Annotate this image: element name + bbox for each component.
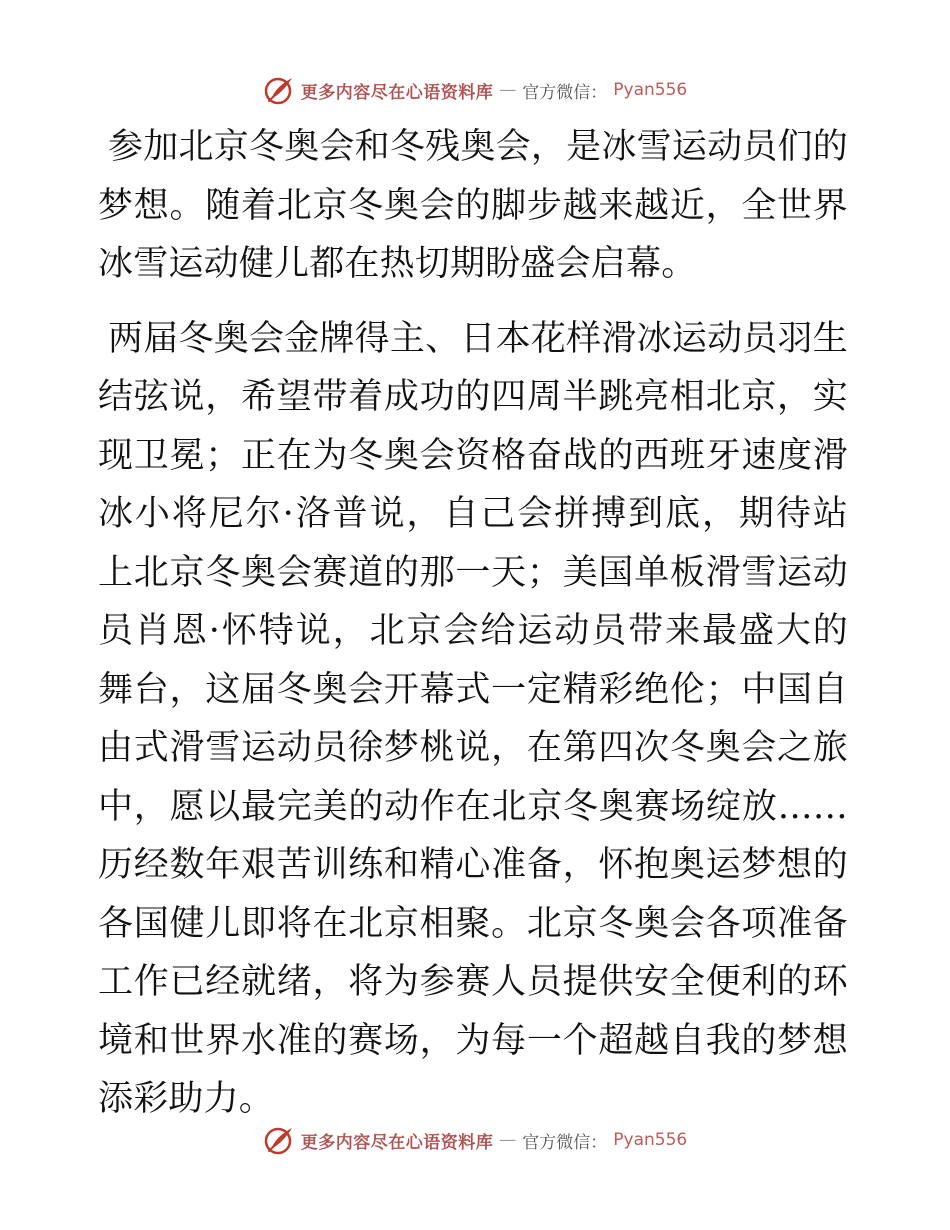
watermark-brand: 更多内容尽在心语资料库: [300, 1132, 494, 1153]
paragraph-intro: 参加北京冬奥会和冬残奥会，是冰雪运动员们的梦想。随着北京冬奥会的脚步越来越近，全世界冰雪运动健儿都在热切期盼盛会启幕。: [98, 127, 848, 284]
article-body: [98, 118, 848, 1129]
watermark-brand: 更多内容尽在心语资料库: [300, 82, 494, 103]
paragraph-athletes: 两届冬奥会金牌得主、日本花样滑冰运动员羽生结弦说，希望带着成功的四周半跳亮相北京，实现卫冕；正在为冬奥会资格奋战的西班牙速度滑冰小将尼尔·洛普说，自己会拼搏到底，期待站上北京冬奥会赛道的那一天；美国单板滑雪运动员肖恩·怀特说，北京会给运动员带来最盛大的舞台，这届冬奥会开幕式一定精彩绝伦；中国自由式滑雪运动员徐梦桃说，在第四次冬奥会之旅中，愿以最完美的动作在北京冬奥赛场绽放……历经数年艰苦训练和精心准备，怀抱奥运梦想的各国健儿即将在北京相聚。北京冬奥会各项准备工作已经就绪，将为参赛人员提供安全便利的环境和世界水准的赛场，为每一个超越自我的梦想添彩助力。: [98, 318, 848, 1119]
watermark-label: 官方微信：: [522, 82, 608, 103]
watermark-label: 官方微信：: [522, 1132, 608, 1153]
watermark-separator: —: [499, 1130, 517, 1150]
footer-watermark: [0, 1120, 950, 1160]
watermark-account: Pyan556: [613, 80, 688, 100]
feather-logo-icon: [263, 74, 295, 106]
watermark-account: Pyan556: [613, 1130, 688, 1150]
watermark-separator: —: [499, 80, 517, 100]
feather-logo-icon: [263, 1124, 295, 1156]
header-watermark: [0, 70, 950, 110]
